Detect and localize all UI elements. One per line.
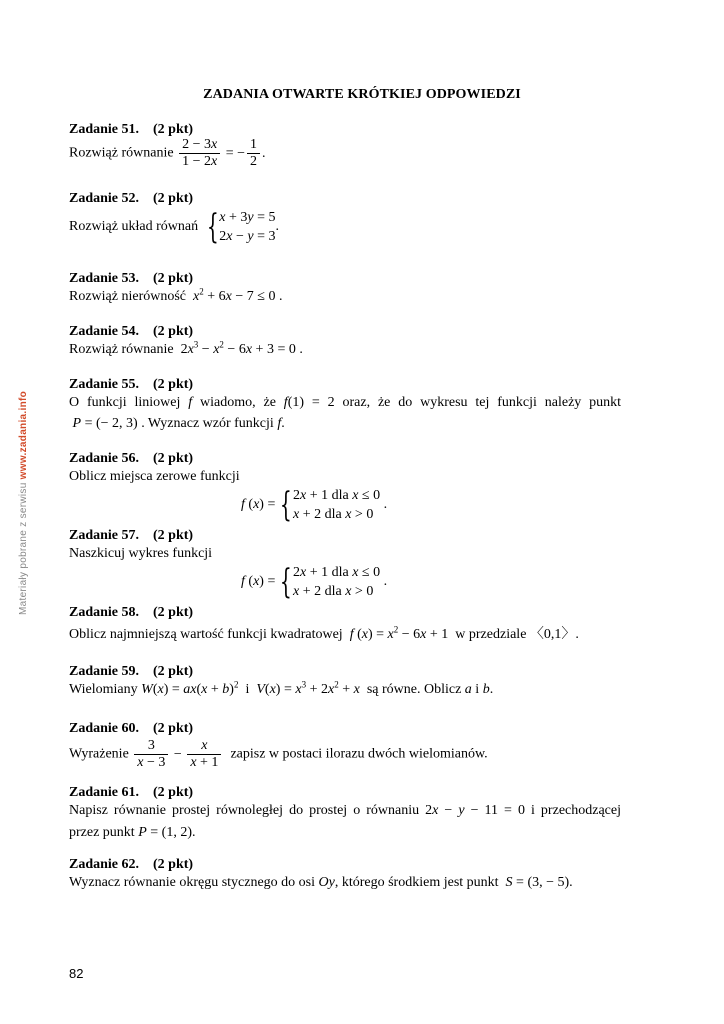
task-51 — [69, 121, 621, 170]
task-61: Zadanie 61. (2 pkt) Napisz równanie prostej równoległej do prostej o równaniu 2x − y − 11 = 0 i przechodzącej przez punkt P = (1, 2). — [69, 785, 621, 840]
math-expression: $\frac{3}{x - 3}$ − $\frac{x}{x + 1}$ — [132, 747, 227, 762]
task-heading: Zadanie 60. (2 pkt) — [69, 721, 194, 736]
task-heading: Zadanie 51. (2 pkt) — [69, 122, 194, 137]
math-expression: $x^2 + 6x - 7 \le 0$ . — [193, 286, 283, 304]
task-heading: Zadanie 57. (2 pkt) — [69, 528, 194, 543]
task-55: Zadanie 55. (2 pkt) O funkcji liniowej f wiadomo, że f(1) = 2 oraz, że do wykresu tej funkcji należy punkt P = (− 2, 3) . Wyznacz wzór funkcji f. — [69, 377, 622, 431]
task-text: Rozwiąż równanie — [69, 342, 174, 357]
watermark-site: www.zadania.info — [18, 390, 29, 480]
equation-system: { x + 3y = 5 2x − y = 3 — [206, 207, 276, 247]
task-text: Rozwiąż nierówność — [69, 289, 187, 304]
task-54 — [69, 323, 621, 359]
task-59: Zadanie 59. (2 pkt) Wielomiany $W(x) = ax(x + b)^2$ i $V(x) = x^3 + 2x^2 + x$ są równe. Oblicz a i b. — [69, 663, 621, 699]
task-heading: Zadanie 53. (2 pkt) — [69, 271, 194, 286]
page-number: 82 — [69, 966, 84, 981]
task-heading: Zadanie 61. (2 pkt) — [69, 785, 194, 800]
piecewise-function: f ( x ) = { 2x + 1 dla x ≤ 0 x + 2 dla x > 0 . — [241, 562, 388, 602]
task-heading: Zadanie 58. (2 pkt) — [69, 605, 194, 620]
task-text: Oblicz miejsca zerowe funkcji — [69, 469, 240, 484]
task-heading: Zadanie 62. (2 pkt) — [69, 857, 194, 872]
watermark: Materiały pobrane z serwisu www.zadania.info — [18, 390, 29, 615]
task-text: Naszkicuj wykres funkcji — [69, 546, 213, 561]
task-53 — [69, 270, 621, 306]
task-58: Zadanie 58. (2 pkt) Oblicz najmniejszą wartość funkcji kwadratowej f $(x) = x^2 - 6x + 1$ w przedziale 〈0,1〉. — [69, 604, 621, 644]
task-62: Zadanie 62. (2 pkt) Wyznacz równanie okręgu stycznego do osi Oy, którego środkiem jest punkt S = (3, − 5). — [69, 856, 621, 892]
task-heading: Zadanie 54. (2 pkt) — [69, 324, 194, 339]
task-57 — [69, 527, 621, 605]
task-heading: Zadanie 52. (2 pkt) — [69, 191, 194, 206]
task-heading: Zadanie 59. (2 pkt) — [69, 664, 194, 679]
task-56 — [69, 450, 621, 528]
math-expression: $\frac{2 - 3x}{1 - 2x}$ = − $\frac{1}{2}$ . — [177, 146, 265, 161]
math-expression: $2x^3 - x^2 - 6x + 3 = 0$ . — [177, 339, 303, 357]
task-heading: Zadanie 55. (2 pkt) — [69, 377, 194, 392]
math-expression: f $(x) = x^2 - 6x + 1$ — [349, 624, 452, 642]
task-60: Zadanie 60. (2 pkt) Wyrażenie $\frac{3}{x - 3}$ − $\frac{x}{x + 1}$ zapisz w postaci ilorazu dwóch wielomianów. — [69, 720, 621, 771]
task-text: Rozwiąż układ równań — [69, 219, 199, 235]
task-text: Rozwiąż równanie — [69, 145, 174, 161]
task-heading: Zadanie 56. (2 pkt) — [69, 451, 194, 466]
page-title: ZADANIA OTWARTE KRÓTKIEJ ODPOWIEDZI — [203, 87, 521, 102]
task-52: Zadanie 52. (2 pkt) Rozwiąż układ równań { x + 3y = 5 2x − y = 3 . — [69, 190, 621, 246]
piecewise-function: f ( x ) = { 2x + 1 dla x ≤ 0 x + 2 dla x > 0 . — [241, 485, 388, 525]
